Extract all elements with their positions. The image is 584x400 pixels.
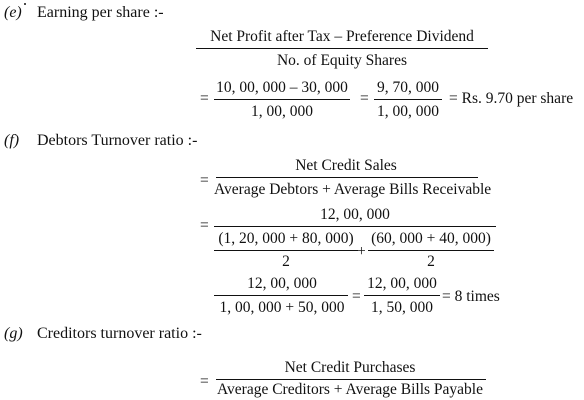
dtr-step2-equals-2: =: [352, 288, 361, 305]
section-g-title: Creditors turnover ratio :-: [37, 325, 202, 342]
eps-result: = Rs. 9.70 per share: [449, 90, 574, 107]
section-e-label: (e): [4, 4, 22, 21]
eps-calc-fraction-bar-2: [374, 99, 442, 100]
eps-formula-fraction-bar: [196, 48, 488, 49]
dtr-formula-fraction-bar: [216, 177, 478, 178]
dtr-step1-numerator: 12, 00, 000: [320, 206, 390, 223]
eps-calc-numerator-1: 10, 00, 000 – 30, 000: [216, 79, 348, 96]
dtr-step1-equals: =: [200, 217, 209, 234]
eps-formula-denominator: No. of Equity Shares: [276, 52, 407, 69]
dtr-step2-fraction-bar-1: [214, 295, 348, 296]
eps-calc-equals-2: =: [360, 90, 369, 107]
dtr-step1-term1-fraction-bar: [214, 250, 358, 251]
ctr-formula-numerator: Net Credit Purchases: [284, 359, 416, 376]
section-e-title: Earning per share :-: [37, 4, 164, 21]
dtr-formula-numerator: Net Credit Sales: [295, 157, 397, 174]
dtr-step2-numerator-1: 12, 00, 000: [247, 275, 317, 292]
dtr-step1-plus: +: [357, 243, 366, 260]
dtr-step1-term2-fraction-bar: [368, 250, 494, 251]
ctr-formula-fraction-bar: [216, 379, 486, 380]
eps-calc-fraction-bar-1: [214, 99, 350, 100]
dtr-step1-term1-denominator: 2: [282, 253, 290, 270]
dtr-step2-numerator-2: 12, 00, 000: [367, 275, 437, 292]
dtr-step2-denominator-1: 1, 00, 000 + 50, 000: [219, 299, 345, 316]
dtr-step1-term2-denominator: 2: [427, 253, 435, 270]
eps-calc-equals: =: [200, 90, 209, 107]
dtr-step2-denominator-2: 1, 50, 000: [371, 299, 433, 316]
eps-calc-denominator-1: 1, 00, 000: [251, 103, 313, 120]
ctr-formula-denominator: Average Creditors + Average Bills Payable: [217, 381, 483, 398]
ctr-formula-equals: =: [200, 373, 209, 390]
eps-calc-numerator-2: 9, 70, 000: [377, 79, 439, 96]
section-f-label: (f): [4, 132, 20, 149]
section-f-title: Debtors Turnover ratio :-: [37, 132, 198, 149]
eps-formula-numerator: Net Profit after Tax – Preference Dividend: [210, 28, 474, 45]
scan-speck: [24, 3, 26, 5]
dtr-step1-fraction-bar: [214, 226, 496, 227]
dtr-step1-term2-numerator: (60, 000 + 40, 000): [371, 230, 491, 247]
section-g-label: (g): [4, 325, 23, 342]
dtr-formula-denominator: Average Debtors + Average Bills Receivable: [214, 181, 492, 198]
dtr-step1-term1-numerator: (1, 20, 000 + 80, 000): [218, 230, 354, 247]
dtr-formula-equals: =: [200, 172, 209, 189]
eps-calc-denominator-2: 1, 00, 000: [377, 103, 439, 120]
dtr-step2-fraction-bar-2: [364, 295, 440, 296]
dtr-result: = 8 times: [442, 288, 500, 305]
